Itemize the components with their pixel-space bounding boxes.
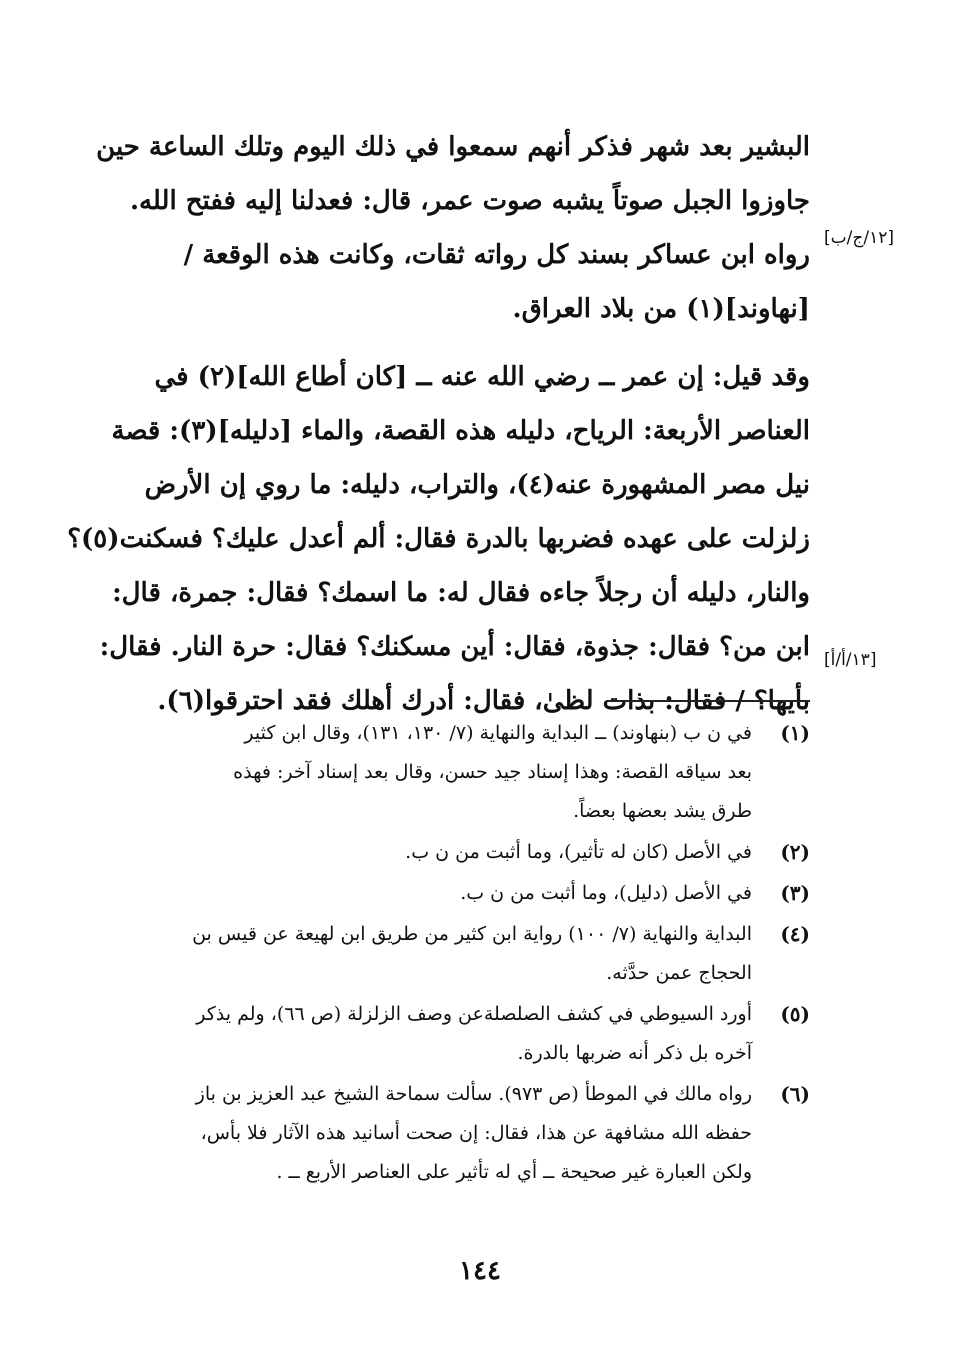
footnote-line: في ن ب (بنهاوند) ــ البداية والنهاية (٧/ ١٣٠، ١٣١)، وقال ابن كثير bbox=[244, 722, 752, 744]
footnote bbox=[138, 874, 810, 913]
page-number: ١٤٤ bbox=[459, 1256, 501, 1286]
footnote-line: البداية والنهاية (٧/ ١٠٠) رواية ابن كثير من طريق ابن لهيعة عن قيس بن bbox=[192, 923, 752, 945]
paragraph bbox=[96, 120, 810, 336]
margin-folio-note: [١٣/أ/أ] bbox=[824, 650, 877, 670]
margin-folio-note: [١٢/ج/ب] bbox=[824, 228, 894, 248]
paragraph-gap bbox=[138, 336, 810, 350]
text-line: ابن من؟ فقال: جذوة، فقال: أين مسكنك؟ فقال: حرة النار. فقال: bbox=[99, 632, 810, 662]
footnote-line: رواه مالك في الموطأ (ص ٩٧٣). سألت سماحة الشيخ عبد العزيز بن باز bbox=[195, 1083, 752, 1105]
footnote-line: طرق يشد بعضها بعضاً. bbox=[573, 800, 752, 822]
footnote-number: (٢) bbox=[780, 840, 810, 864]
paragraph bbox=[67, 350, 810, 728]
footnote bbox=[138, 1075, 810, 1192]
footnote-line: بعد سياقه القصة: وهذا إسناد جيد حسن، وقال بعد إسناد آخر: فهذه bbox=[233, 761, 752, 783]
footnote-number: (٦) bbox=[780, 1082, 810, 1106]
footnote-line: في الأصل (دليل)، وما أثبت من ن ب. bbox=[460, 882, 752, 904]
footnote-line: ولكن العبارة غير صحيحة ــ أي له تأثير على العناصر الأربع ــ . bbox=[276, 1161, 752, 1183]
text-line: زلزلت على عهده فضربها بالدرة فقال: ألم أعدل عليك؟ فسكنت(٥)؟ bbox=[67, 524, 810, 554]
text-line: بأيها؟ / فقال: بذات لظىٰ، فقال: أدرك أهلك فقد احترقوا(٦). bbox=[157, 686, 810, 716]
footnote-line: آخره بل ذكر أنه ضربها بالدرة. bbox=[517, 1042, 752, 1064]
footnote-line: حفظه الله مشافهة عن هذا، فقال: إن صحت أسانيد هذه الآثار فلا بأس، bbox=[200, 1122, 752, 1144]
text-line: رواه ابن عساكر بسند كل رواته ثقات، وكانت هذه الوقعة / bbox=[183, 240, 810, 270]
footnotes bbox=[138, 714, 810, 1194]
footnote-line: في الأصل (كان له تأثير)، وما أثبت من ن ب. bbox=[405, 841, 752, 863]
footnote bbox=[138, 714, 810, 831]
text-line: البشير بعد شهر فذكر أنهم سمعوا في ذلك اليوم وتلك الساعة حين bbox=[96, 132, 810, 162]
footnote-line: الحجاج عمن حدَّثه. bbox=[606, 962, 752, 984]
text-line: وقد قيل: إن عمر ــ رضي الله عنه ــ [كان أطاع الله](٢) في bbox=[154, 362, 810, 392]
text-line: العناصر الأربعة: الرياح، دليله هذه القصة، والماء [دليله](٣): قصة bbox=[111, 416, 810, 446]
main-text bbox=[67, 120, 810, 728]
footnote-line: أورد السيوطي في كشف الصلصلةعن وصف الزلزلة (ص ٦٦)، ولم يذكر bbox=[196, 1003, 752, 1025]
footnote bbox=[138, 995, 810, 1073]
footnote bbox=[138, 915, 810, 993]
text-line: نيل مصر المشهورة عنه(٤)، والتراب، دليله: ما روي إن الأرض bbox=[144, 470, 810, 500]
footnote-number: (٤) bbox=[780, 922, 810, 946]
footnote-number: (٥) bbox=[780, 1002, 810, 1026]
footnote-separator bbox=[606, 700, 810, 702]
footnote-number: (٣) bbox=[780, 881, 810, 905]
text-line: والنار، دليله أن رجلاً جاءه فقال له: ما اسمك؟ فقال: جمرة، قال: bbox=[112, 578, 810, 608]
text-line: جاوزوا الجبل صوتاً يشبه صوت عمر، قال: فعدلنا إليه ففتح الله. bbox=[129, 186, 810, 216]
footnote-number: (١) bbox=[780, 721, 810, 745]
footnote bbox=[138, 833, 810, 872]
text-line: [نهاوند](١) من بلاد العراق. bbox=[512, 294, 810, 324]
